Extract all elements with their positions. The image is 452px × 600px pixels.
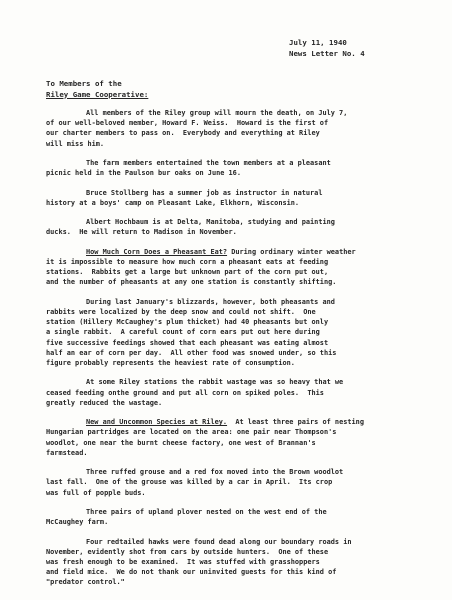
paragraph-line	[46, 198, 426, 208]
line-text: At some Riley stations the rabbit wastage was so heavy that we	[86, 378, 344, 387]
paragraph-line	[46, 317, 426, 327]
line-text: will miss him.	[46, 139, 105, 148]
paragraph	[46, 297, 426, 368]
line-text: During last January's blizzards, however, both pheasants and	[86, 297, 335, 306]
line-text: Three pairs of upland plover nested on the west end of the	[86, 507, 327, 516]
line-text: farmstead.	[46, 448, 88, 457]
line-text: rabbits were localized by the deep snow and could not shift. One	[46, 307, 316, 316]
paragraph-line	[46, 188, 426, 198]
line-text: figure probably represents the heaviest rate of consumption.	[46, 359, 295, 367]
paragraph-line	[46, 139, 426, 149]
paragraph-line	[46, 398, 426, 408]
paragraph-line	[46, 307, 426, 317]
salutation-line-1: To Members of the	[46, 79, 122, 88]
paragraph-line	[46, 417, 426, 427]
paragraph	[46, 467, 426, 498]
paragraph-line	[46, 427, 426, 437]
paragraph-line	[46, 377, 426, 387]
line-text: Hungarian partridges are located on the area: one pair near Thompson's	[46, 428, 337, 437]
line-text: The farm members entertained the town members at a pleasant	[86, 159, 331, 167]
line-text: half an ear of corn per day. All other food was snowed under, so this	[46, 348, 337, 357]
paragraph-line	[46, 128, 426, 138]
paragraph-line	[46, 158, 426, 168]
line-text: woodlot, one near the burnt cheese factory, one west of Brannan's	[46, 438, 316, 447]
paragraph-line	[46, 358, 426, 368]
paragraph-line	[46, 577, 426, 587]
paragraph	[46, 158, 426, 178]
paragraph-line	[46, 327, 426, 337]
paragraph-line	[46, 467, 426, 477]
section-heading: How Much Corn Does a Pheasant Eat?	[86, 247, 228, 256]
line-text: November, evidently shot from cars by outside hunters. One of these	[46, 547, 329, 556]
paragraph	[46, 537, 426, 588]
line-text: it is impossible to measure how much corn a pheasant eats at feeding	[46, 257, 329, 266]
line-text: was fresh enough to be examined. It was stuffed with grasshoppers	[46, 557, 320, 566]
line-text: Three ruffed grouse and a red fox moved into the Brown woodlot	[86, 468, 344, 477]
paragraph-line	[46, 517, 426, 527]
line-text: Four redtailed hawks were found dead along our boundary roads in	[86, 537, 352, 546]
line-text: and the number of pheasants at any one station is constantly shifting.	[46, 278, 337, 287]
paragraph-line	[46, 488, 426, 498]
line-text: was full of popple buds.	[46, 488, 146, 497]
salutation	[46, 79, 148, 100]
line-text: our charter members to pass on. Everybody and everything at Riley	[46, 129, 320, 138]
line-text: of our well-beloved member, Howard F. Weiss. Howard is the first of	[46, 119, 329, 128]
paragraph-line	[46, 338, 426, 348]
line-text: McCaughey farm.	[46, 518, 109, 527]
paragraph-line	[46, 118, 426, 128]
line-text: ducks. He will return to Madison in November.	[46, 228, 237, 237]
paragraph	[46, 188, 426, 208]
line-text: and field mice. We do not thank our uninvited guests for this kind of	[46, 568, 337, 577]
letter-date: July 11, 1940	[289, 38, 347, 47]
line-text: Albert Hochbaum is at Delta, Manitoba, studying and painting	[86, 218, 335, 227]
paragraph-line	[46, 438, 426, 448]
paragraph-line	[46, 557, 426, 567]
paragraph-line	[46, 348, 426, 358]
paragraph-line	[46, 537, 426, 547]
paragraph	[46, 507, 426, 527]
paragraph-line	[46, 217, 426, 227]
newsletter-number: News Letter No. 4	[289, 49, 365, 58]
paragraph-line	[46, 277, 426, 287]
line-text: last fall. One of the grouse was killed by a car in April. Its crop	[46, 478, 333, 487]
letter-header	[289, 37, 365, 59]
paragraph	[46, 217, 426, 237]
paragraph-line	[46, 388, 426, 398]
line-text: a single rabbit. A careful count of corn ears put out here during	[46, 328, 320, 337]
salutation-line-2: Riley Game Cooperative:	[46, 89, 149, 99]
section-heading: New and Uncommon Species at Riley.	[86, 418, 228, 427]
paragraph	[46, 247, 426, 288]
paragraph-line	[46, 227, 426, 237]
line-text: greatly reduced the wastage.	[46, 398, 163, 407]
letter-body	[46, 108, 426, 597]
line-text: Bruce Stollberg has a summer job as instructor in natural	[86, 188, 323, 197]
paragraph-line	[46, 547, 426, 557]
paragraph	[46, 377, 426, 408]
paragraph-line	[46, 507, 426, 517]
paragraph-line	[46, 448, 426, 458]
paragraph-line	[46, 108, 426, 118]
line-text: station (Hillery McCaughey's plum thicket) had 40 pheasants but only	[46, 318, 329, 327]
line-text: ceased feeding onthe ground and put all corn on spiked poles. This	[46, 388, 324, 397]
paragraph-line	[46, 567, 426, 577]
line-text: All members of the Riley group will mourn the death, on July 7,	[86, 109, 348, 117]
paragraph-line	[46, 297, 426, 307]
paragraph-line	[46, 257, 426, 267]
line-text: During ordinary winter weather	[227, 247, 356, 256]
paragraph	[46, 108, 426, 149]
paragraph	[46, 417, 426, 458]
paragraph-line	[46, 477, 426, 487]
line-text: "predator control."	[46, 578, 125, 587]
paragraph-line	[46, 247, 426, 257]
line-text: five successive feedings showed that each pheasant was eating almost	[46, 338, 329, 347]
line-text: picnic held in the Paulson bur oaks on June 16.	[46, 169, 241, 178]
paragraph-line	[46, 168, 426, 178]
line-text: At least three pairs of nesting	[227, 418, 364, 427]
paragraph-line	[46, 267, 426, 277]
line-text: stations. Rabbits get a large but unknown part of the corn put out,	[46, 268, 329, 277]
line-text: history at a boys' camp on Pleasant Lake, Elkhorn, Wisconsin.	[46, 198, 300, 207]
